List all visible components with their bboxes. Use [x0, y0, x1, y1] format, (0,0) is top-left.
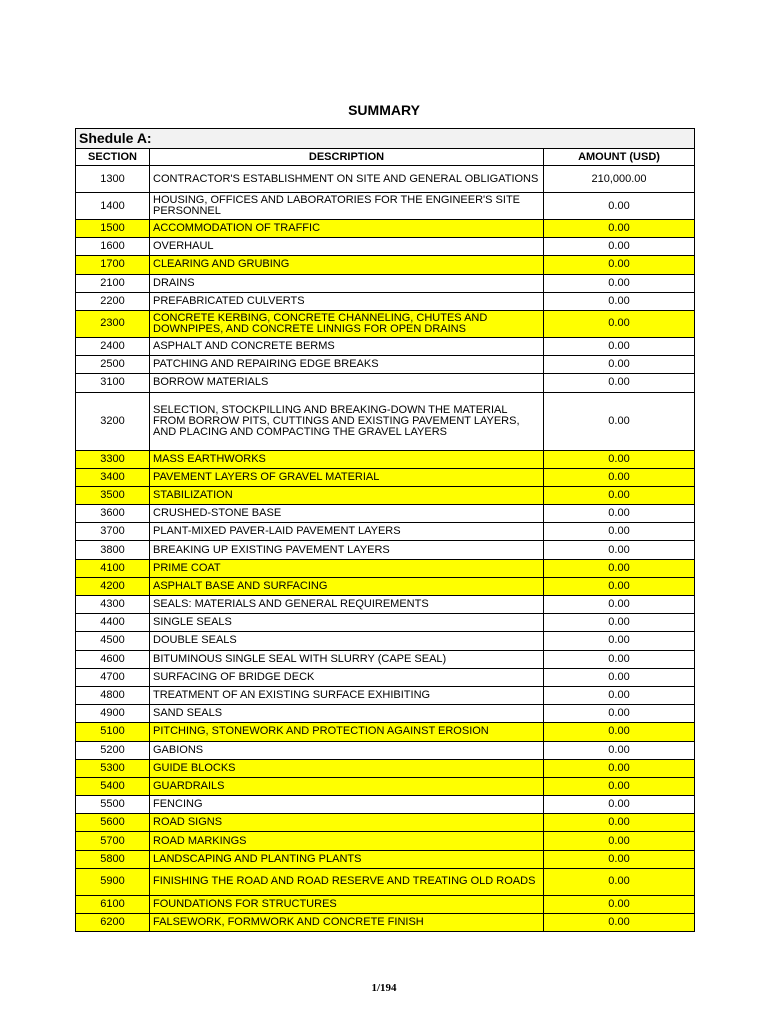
amount-cell: 0.00	[544, 850, 695, 868]
amount-cell: 0.00	[544, 705, 695, 723]
description-cell: TREATMENT OF AN EXISTING SURFACE EXHIBITING	[150, 686, 544, 704]
description-cell: STABILIZATION	[150, 486, 544, 504]
amount-cell: 0.00	[544, 274, 695, 292]
amount-cell: 0.00	[544, 914, 695, 932]
description-cell: ASPHALT AND CONCRETE BERMS	[150, 337, 544, 355]
description-cell: MASS EARTHWORKS	[150, 450, 544, 468]
section-cell: 4100	[76, 559, 150, 577]
section-cell: 6100	[76, 895, 150, 913]
amount-cell: 0.00	[544, 541, 695, 559]
table-row	[76, 356, 695, 374]
section-cell: 5700	[76, 832, 150, 850]
description-cell: SINGLE SEALS	[150, 614, 544, 632]
amount-cell: 0.00	[544, 895, 695, 913]
description-cell: DRAINS	[150, 274, 544, 292]
section-cell: 6200	[76, 914, 150, 932]
table-row	[76, 596, 695, 614]
description-cell: FENCING	[150, 796, 544, 814]
amount-cell: 0.00	[544, 310, 695, 337]
section-cell: 1600	[76, 238, 150, 256]
section-cell: 3800	[76, 541, 150, 559]
amount-cell: 0.00	[544, 796, 695, 814]
table-row	[76, 632, 695, 650]
description-cell: SAND SEALS	[150, 705, 544, 723]
description-cell: GABIONS	[150, 741, 544, 759]
table-row	[76, 292, 695, 310]
section-cell: 4200	[76, 577, 150, 595]
table-row	[76, 392, 695, 450]
section-cell: 4500	[76, 632, 150, 650]
amount-cell: 0.00	[544, 868, 695, 895]
table-row	[76, 914, 695, 932]
table-row	[76, 559, 695, 577]
description-cell: GUARDRAILS	[150, 777, 544, 795]
description-cell: CLEARING AND GRUBING	[150, 256, 544, 274]
description-cell: BREAKING UP EXISTING PAVEMENT LAYERS	[150, 541, 544, 559]
description-cell: BITUMINOUS SINGLE SEAL WITH SLURRY (CAPE SEAL)	[150, 650, 544, 668]
amount-cell: 0.00	[544, 577, 695, 595]
amount-cell: 0.00	[544, 356, 695, 374]
section-header: SECTION	[76, 149, 150, 166]
section-cell: 1700	[76, 256, 150, 274]
amount-cell: 0.00	[544, 723, 695, 741]
description-cell: CONCRETE KERBING, CONCRETE CHANNELING, CHUTES AND DOWNPIPES, AND CONCRETE LINNIGS FOR OPEN DRAINS	[150, 310, 544, 337]
description-cell: CONTRACTOR'S ESTABLISHMENT ON SITE AND GENERAL OBLIGATIONS	[150, 166, 544, 193]
table-row	[76, 814, 695, 832]
section-cell: 1400	[76, 193, 150, 220]
amount-cell: 0.00	[544, 468, 695, 486]
table-row	[76, 541, 695, 559]
table-row	[76, 523, 695, 541]
description-cell: FOUNDATIONS FOR STRUCTURES	[150, 895, 544, 913]
section-cell: 3700	[76, 523, 150, 541]
amount-cell: 0.00	[544, 614, 695, 632]
amount-cell: 0.00	[544, 777, 695, 795]
section-cell: 4300	[76, 596, 150, 614]
amount-cell: 0.00	[544, 596, 695, 614]
description-cell: FINISHING THE ROAD AND ROAD RESERVE AND TREATING OLD ROADS	[150, 868, 544, 895]
amount-cell: 0.00	[544, 523, 695, 541]
amount-cell: 0.00	[544, 374, 695, 392]
amount-cell: 0.00	[544, 559, 695, 577]
section-cell: 3100	[76, 374, 150, 392]
summary-table	[75, 128, 695, 932]
description-cell: OVERHAUL	[150, 238, 544, 256]
table-row	[76, 337, 695, 355]
page-title: SUMMARY	[348, 102, 420, 118]
description-cell: DOUBLE SEALS	[150, 632, 544, 650]
table-row	[76, 668, 695, 686]
table-row	[76, 486, 695, 504]
section-cell: 2200	[76, 292, 150, 310]
section-cell: 4600	[76, 650, 150, 668]
table-row	[76, 374, 695, 392]
amount-cell: 0.00	[544, 256, 695, 274]
amount-cell: 0.00	[544, 832, 695, 850]
description-cell: CRUSHED-STONE BASE	[150, 505, 544, 523]
page-number: 1/194	[371, 982, 397, 994]
section-cell: 3200	[76, 392, 150, 450]
table-row	[76, 741, 695, 759]
table-row	[76, 832, 695, 850]
amount-cell: 0.00	[544, 632, 695, 650]
description-cell: PAVEMENT LAYERS OF GRAVEL MATERIAL	[150, 468, 544, 486]
table-row	[76, 274, 695, 292]
table-row	[76, 450, 695, 468]
section-cell: 5500	[76, 796, 150, 814]
amount-cell: 0.00	[544, 450, 695, 468]
amount-cell: 0.00	[544, 193, 695, 220]
table-row	[76, 614, 695, 632]
description-cell: PATCHING AND REPAIRING EDGE BREAKS	[150, 356, 544, 374]
amount-header: AMOUNT (USD)	[544, 149, 695, 166]
section-cell: 2100	[76, 274, 150, 292]
table-row	[76, 650, 695, 668]
description-cell: PITCHING, STONEWORK AND PROTECTION AGAINST EROSION	[150, 723, 544, 741]
amount-cell: 0.00	[544, 220, 695, 238]
section-cell: 3500	[76, 486, 150, 504]
section-cell: 4700	[76, 668, 150, 686]
table-row	[76, 868, 695, 895]
description-cell: BORROW MATERIALS	[150, 374, 544, 392]
header-row	[76, 149, 695, 166]
table-row	[76, 166, 695, 193]
table-body	[76, 166, 695, 932]
amount-cell: 0.00	[544, 337, 695, 355]
description-cell: ROAD SIGNS	[150, 814, 544, 832]
amount-cell: 210,000.00	[544, 166, 695, 193]
table-row	[76, 577, 695, 595]
table-row	[76, 759, 695, 777]
amount-cell: 0.00	[544, 238, 695, 256]
amount-cell: 0.00	[544, 814, 695, 832]
table-row	[76, 238, 695, 256]
table-row	[76, 796, 695, 814]
table-row	[76, 220, 695, 238]
table-row	[76, 468, 695, 486]
section-cell: 4800	[76, 686, 150, 704]
description-cell: SEALS: MATERIALS AND GENERAL REQUIREMENTS	[150, 596, 544, 614]
table-row	[76, 850, 695, 868]
description-cell: SURFACING OF BRIDGE DECK	[150, 668, 544, 686]
section-cell: 5300	[76, 759, 150, 777]
amount-cell: 0.00	[544, 292, 695, 310]
amount-cell: 0.00	[544, 505, 695, 523]
table-row	[76, 256, 695, 274]
table-row	[76, 505, 695, 523]
table-row	[76, 686, 695, 704]
description-cell: LANDSCAPING AND PLANTING PLANTS	[150, 850, 544, 868]
section-cell: 1500	[76, 220, 150, 238]
amount-cell: 0.00	[544, 759, 695, 777]
amount-cell: 0.00	[544, 686, 695, 704]
section-cell: 2500	[76, 356, 150, 374]
section-cell: 5600	[76, 814, 150, 832]
description-cell: PRIME COAT	[150, 559, 544, 577]
section-cell: 5800	[76, 850, 150, 868]
section-cell: 2300	[76, 310, 150, 337]
amount-cell: 0.00	[544, 392, 695, 450]
amount-cell: 0.00	[544, 741, 695, 759]
description-cell: ROAD MARKINGS	[150, 832, 544, 850]
amount-cell: 0.00	[544, 650, 695, 668]
amount-cell: 0.00	[544, 668, 695, 686]
description-cell: PLANT-MIXED PAVER-LAID PAVEMENT LAYERS	[150, 523, 544, 541]
schedule-row	[76, 129, 695, 149]
section-cell: 5200	[76, 741, 150, 759]
section-cell: 1300	[76, 166, 150, 193]
table-row	[76, 895, 695, 913]
description-cell: ASPHALT BASE AND SURFACING	[150, 577, 544, 595]
section-cell: 3600	[76, 505, 150, 523]
table-row	[76, 193, 695, 220]
description-header: DESCRIPTION	[150, 149, 544, 166]
section-cell: 3400	[76, 468, 150, 486]
description-cell: PREFABRICATED CULVERTS	[150, 292, 544, 310]
table-row	[76, 310, 695, 337]
section-cell: 2400	[76, 337, 150, 355]
table-row	[76, 723, 695, 741]
section-cell: 5100	[76, 723, 150, 741]
description-cell: ACCOMMODATION OF TRAFFIC	[150, 220, 544, 238]
description-cell: SELECTION, STOCKPILLING AND BREAKING-DOWN THE MATERIAL FROM BORROW PITS, CUTTINGS AND EXISTING PAVEMENT LAYERS, AND PLACING AND COMPACTING THE GRAVEL LAYERS	[150, 392, 544, 450]
section-cell: 5400	[76, 777, 150, 795]
description-cell: HOUSING, OFFICES AND LABORATORIES FOR THE ENGINEER'S SITE PERSONNEL	[150, 193, 544, 220]
schedule-label: Shedule A:	[76, 129, 695, 149]
table-row	[76, 777, 695, 795]
description-cell: GUIDE BLOCKS	[150, 759, 544, 777]
description-cell: FALSEWORK, FORMWORK AND CONCRETE FINISH	[150, 914, 544, 932]
amount-cell: 0.00	[544, 486, 695, 504]
section-cell: 3300	[76, 450, 150, 468]
section-cell: 4400	[76, 614, 150, 632]
section-cell: 5900	[76, 868, 150, 895]
section-cell: 4900	[76, 705, 150, 723]
table-row	[76, 705, 695, 723]
